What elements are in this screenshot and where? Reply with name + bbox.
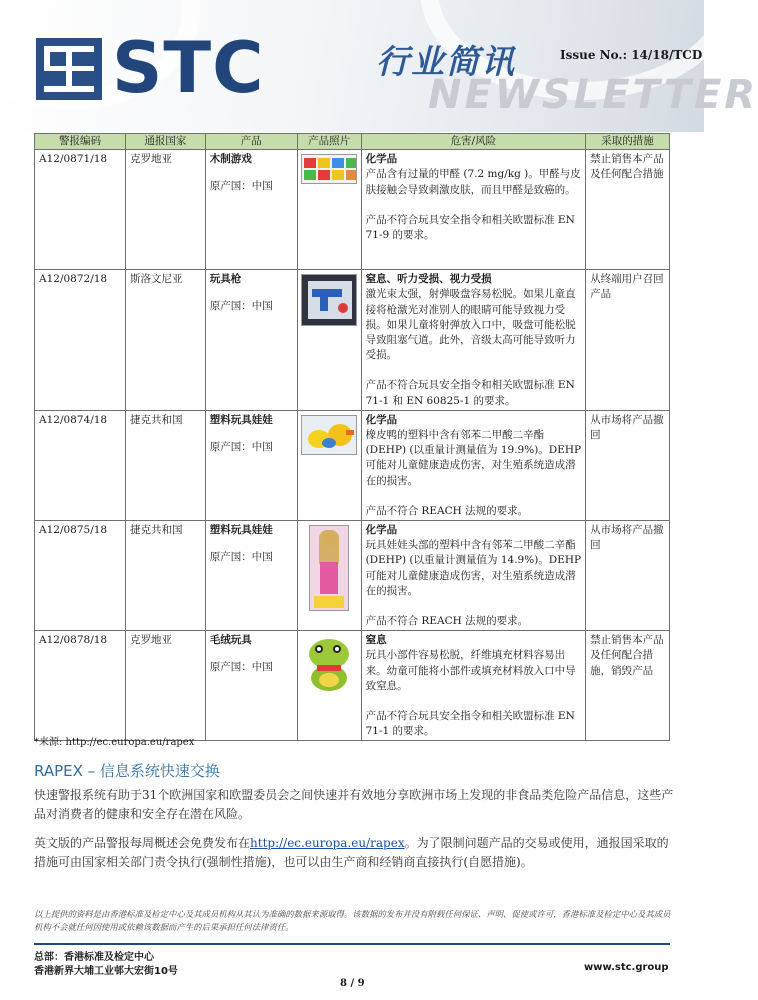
- column-header: 警报编码: [35, 134, 126, 150]
- table-header-row: [35, 134, 670, 150]
- notifying-country: 克罗地亚: [125, 631, 205, 741]
- table-row: [35, 521, 670, 631]
- risk-description: 玩具娃娃头部的塑料中含有邻苯二甲酸二辛酯 (DEHP) (以重量计测量值为 14.9%)。DEHP 可能对儿童健康造成伤害，对生殖系统造成潜在的损害。: [365, 539, 582, 597]
- page-number: 8 / 9: [340, 978, 365, 989]
- risk-title: 化学品: [365, 413, 398, 426]
- risk-compliance: 产品不符合玩具安全指令和相关欧盟标准 EN 71-1 和 EN 60825-1 的要求。: [365, 379, 575, 407]
- alert-code: A12/0878/18: [35, 631, 126, 741]
- stc-logo-icon: [36, 38, 102, 100]
- table-row: [35, 150, 670, 270]
- risk-title: 窒息: [365, 634, 387, 647]
- product-origin: 原产国：中国: [209, 441, 273, 454]
- measure-taken: 从终端用户召回产品: [586, 270, 670, 411]
- product-cell: [205, 631, 297, 741]
- notifying-country: 斯洛文尼亚: [125, 270, 205, 411]
- product-cell: [205, 521, 297, 631]
- risk-cell: [361, 521, 586, 631]
- column-header: 通报国家: [125, 134, 205, 150]
- column-header: 危害/风险: [361, 134, 586, 150]
- measure-taken: 禁止销售本产品及任何配合措施，销毁产品: [586, 631, 670, 741]
- toy-gun-photo: [301, 274, 357, 326]
- rubber-duck-photo: [301, 415, 357, 455]
- risk-cell: [361, 150, 586, 270]
- notifying-country: 捷克共和国: [125, 410, 205, 520]
- disclaimer: 以上提供的资料是由香港标准及检定中心及其成员机构从其认为准确的数据来源取得。该数据的发布并没有附载任何保证、声明、促使或许可，香港标准及检定中心及其成员机构不会就任何因使用或依赖该数据而产生的后果承担任何法律责任。: [34, 909, 671, 932]
- product-cell: [205, 150, 297, 270]
- rapex-alert-table: [34, 133, 670, 741]
- product-name: 玩具枪: [209, 273, 242, 286]
- rapex-paragraph-1: 快速警报系统有助于31个欧洲国家和欧盟委员会之间快速并有效地分享欧洲市场上发现的非食品类危险产品信息，这些产品对消费者的健康和安全存在潜在风险。: [34, 788, 674, 821]
- logo-text: STC: [112, 27, 265, 109]
- risk-title: 化学品: [365, 524, 398, 537]
- product-origin: 原产国：中国: [209, 180, 273, 193]
- product-cell: [205, 270, 297, 411]
- footer-address: 香港新界大埔工业邨大宏街10号: [34, 966, 178, 977]
- risk-compliance: 产品不符合 REACH 法规的要求。: [365, 615, 529, 628]
- footer-headquarters: 总部：香港标准及检定中心: [34, 952, 154, 963]
- risk-cell: [361, 410, 586, 520]
- risk-compliance: 产品不符合 REACH 法规的要求。: [365, 504, 529, 517]
- newsletter-title-cn: 行业简讯: [376, 42, 516, 81]
- product-name: 毛绒玩具: [209, 634, 252, 647]
- notifying-country: 捷克共和国: [125, 521, 205, 631]
- measure-taken: 从市场将产品撤回: [586, 410, 670, 520]
- photo-cell: [297, 631, 361, 741]
- risk-description: 激光束太强，射弹吸盘容易松脱。如果儿童直接将枪激光对准别人的眼睛可能导致视力受损。如果儿童将射弹放入口中，吸盘可能松脱导致阻塞气道。此外，音级太高可能导致听力受损。: [365, 288, 576, 362]
- rapex-paragraph-2: [34, 834, 674, 872]
- plush-toy-photo: [301, 635, 357, 695]
- product-cell: [205, 410, 297, 520]
- risk-compliance: 产品不符合玩具安全指令和相关欧盟标准 EN 71-9 的要求。: [365, 213, 575, 242]
- product-origin: 原产国：中国: [209, 300, 273, 313]
- doll-photo: [309, 525, 349, 611]
- photo-cell: [297, 150, 361, 270]
- newsletter-title-en: NEWSLETTER: [428, 72, 758, 118]
- column-header: 采取的措施: [586, 134, 670, 150]
- table-row: [35, 410, 670, 520]
- alert-code: A12/0874/18: [35, 410, 126, 520]
- product-origin: 原产国：中国: [209, 551, 273, 564]
- risk-description: 橡皮鸭的塑料中含有邻苯二甲酸二辛酯 (DEHP) (以重量计测量值为 19.9%)。DEHP 可能对儿童健康造成伤害，对生殖系统造成潜在的损害。: [365, 429, 582, 487]
- product-name: 木制游戏: [209, 153, 252, 166]
- risk-description: 玩具小部件容易松脱，纤维填充材料容易出来。幼童可能将小部件或填充材料放入口中导致窒息。: [365, 649, 576, 692]
- table-row: [35, 631, 670, 741]
- risk-title: 窒息、听力受损、视力受损: [365, 273, 492, 286]
- photo-cell: [297, 410, 361, 520]
- wooden-game-photo: [301, 154, 357, 184]
- product-name: 塑料玩具娃娃: [209, 413, 273, 426]
- rapex-section-title: RAPEX – 信息系统快速交换: [34, 762, 220, 780]
- measure-taken: 从市场将产品撤回: [586, 521, 670, 631]
- column-header: 产品: [205, 134, 297, 150]
- newsletter-header: [0, 0, 758, 132]
- rapex-paragraph-2-lead: 英文版的产品警报每周概述会免费发布在: [34, 836, 251, 850]
- footer-divider: [34, 943, 670, 945]
- footer-website[interactable]: www.stc.group: [584, 962, 669, 973]
- risk-cell: [361, 631, 586, 741]
- issue-number: Issue No.: 14/18/TCD: [560, 48, 703, 62]
- photo-cell: [297, 521, 361, 631]
- alert-code: A12/0872/18: [35, 270, 126, 411]
- measure-taken: 禁止销售本产品及任何配合措施: [586, 150, 670, 270]
- risk-compliance: 产品不符合玩具安全指令和相关欧盟标准 EN 71-1 的要求。: [365, 710, 575, 738]
- column-header: 产品照片: [297, 134, 361, 150]
- product-origin: 原产国：中国: [209, 661, 273, 674]
- risk-description: 产品含有过量的甲醛 (7.2 mg/kg )。甲醛与皮肤接触会导致刺激皮肤，而且甲醛是致癌的。: [365, 168, 581, 196]
- photo-cell: [297, 270, 361, 411]
- source-note: *来源: http://ec.europa.eu/rapex: [34, 737, 195, 748]
- alert-code: A12/0871/18: [35, 150, 126, 270]
- product-name: 塑料玩具娃娃: [209, 524, 273, 537]
- rapex-link[interactable]: http://ec.europa.eu/rapex: [250, 836, 405, 850]
- rapex-paragraph-2-tail: 。为了限制问题产品的交易或使用，通报国采取的措施可由国家相关部门责令执行(强制性措施)，也可以由生产商和经销商直接执行(自愿措施)。: [34, 836, 669, 869]
- risk-title: 化学品: [365, 153, 398, 166]
- alert-code: A12/0875/18: [35, 521, 126, 631]
- table-row: [35, 270, 670, 411]
- notifying-country: 克罗地亚: [125, 150, 205, 270]
- risk-cell: [361, 270, 586, 411]
